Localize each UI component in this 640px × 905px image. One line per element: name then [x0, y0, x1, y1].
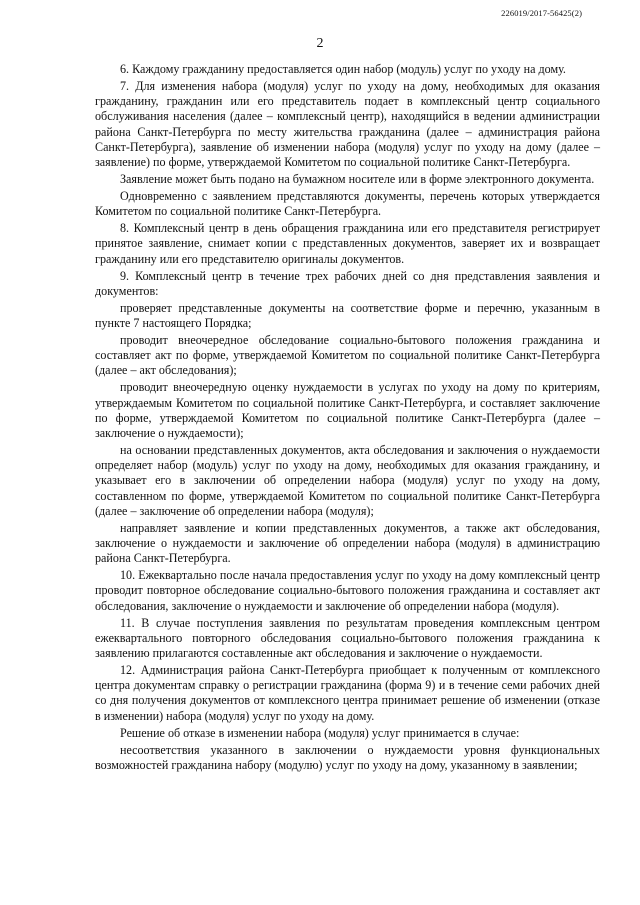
paragraph-12: 12. Администрация района Санкт-Петербурга приобщает к полученным от комплексного центра документам справку о регистрации гражданина (форма 9) и в течение семи рабочих дней со дня получения документов от комплексного центра принимает решение об изменении (отказе в изменении) набора (модуля) услуг по уходу на дому. [95, 663, 600, 723]
paragraph-9: 9. Комплексный центр в течение трех рабочих дней со дня представления заявления и документов: [95, 268, 600, 298]
paragraph-9-send-documents: направляет заявление и копии представленных документов, а также акт обследования, заключение о нуждаемости и заключение об определении набора (модуля) в администрацию района Санкт-Петербурга. [95, 520, 600, 566]
paragraph-11: 11. В случае поступления заявления по результатам проведения комплексным центром ежеквартального повторного обследования социально-бытового положения гражданина к заявлению прилагаются составленные акт обследования и заключение о нуждаемости. [95, 615, 600, 661]
paragraph-7-documents: Одновременно с заявлением представляются документы, перечень которых утверждается Комитетом по социальной политике Санкт-Петербурга. [95, 189, 600, 219]
paragraph-refusal-mismatch: несоответствия указанного в заключении о нуждаемости уровня функциональных возможностей гражданина набору (модулю) услуг по уходу на дому, указанному в заявлении; [95, 742, 600, 772]
document-registration-number: 226019/2017-56425(2) [501, 8, 582, 18]
page-number: 2 [316, 36, 324, 51]
paragraph-6: 6. Каждому гражданину предоставляется один набор (модуль) услуг по уходу на дому. [120, 62, 566, 76]
paragraph-10: 10. Ежеквартально после начала предоставления услуг по уходу на дому комплексный центр проводит повторное обследование социально-бытового положения гражданина и составляет акт обследования, заключение о нуждаемости и заключение об определении набора (модуля). [95, 568, 600, 613]
document-body [95, 62, 600, 775]
paragraph-7: 7. Для изменения набора (модуля) услуг по уходу на дому, необходимых для оказания гражданину, гражданин или его представитель подает в комплексный центр социального обслуживания населения (далее – комплексный центр), находящийся в ведении администрации района Санкт-Петербурга по месту жительства гражданина (далее – администрация района Санкт-Петербурга), заявление об изменении набора (модуля) услуг по уходу на дому (далее – заявление) по форме, утверждаемой Комитетом по социальной политике Санкт-Петербурга. [95, 79, 600, 170]
paragraph-8: 8. Комплексный центр в день обращения гражданина или его представителя регистрирует принятое заявление, снимает копии с представленных документов, заверяет их и возвращает гражданину или его представителю оригиналы документов. [95, 221, 600, 266]
paragraph-refusal-cases: Решение об отказе в изменении набора (модуля) услуг принимается в случае: [120, 725, 520, 740]
paragraph-7-electronic-form: Заявление может быть подано на бумажном носителе или в форме электронного документа. [120, 172, 595, 187]
paragraph-9-determine-module: на основании представленных документов, акта обследования и заключения о нуждаемости определяет набор (модуль) услуг по уходу на дому, необходимых для оказания гражданину, и указывает его в заключении об определении набора (модуля) услуг по уходу на дому, составленном по форме, утверждаемой Комитетом по социальной политике Санкт-Петербурга (далее – заключение об определении набора (модуля); [95, 443, 600, 518]
paragraph-9-inspection: проводит внеочередное обследование социально-бытового положения гражданина и составляет акт по форме, утверждаемой Комитетом по социальной политике Санкт-Петербурга (далее – акт обследования); [95, 333, 600, 378]
paragraph-9-needs-assessment: проводит внеочередную оценку нуждаемости в услугах по уходу на дому по критериям, утверждаемым Комитетом по социальной политике Санкт-Петербурга, и составляет заключение по форме, утверждаемой Комитетом по социальной политике Санкт-Петербурга (далее – заключение о нуждаемости); [95, 380, 600, 441]
paragraph-9-check-documents: проверяет представленные документы на соответствие форме и перечню, указанным в пункте 7 настоящего Порядка; [95, 300, 600, 331]
